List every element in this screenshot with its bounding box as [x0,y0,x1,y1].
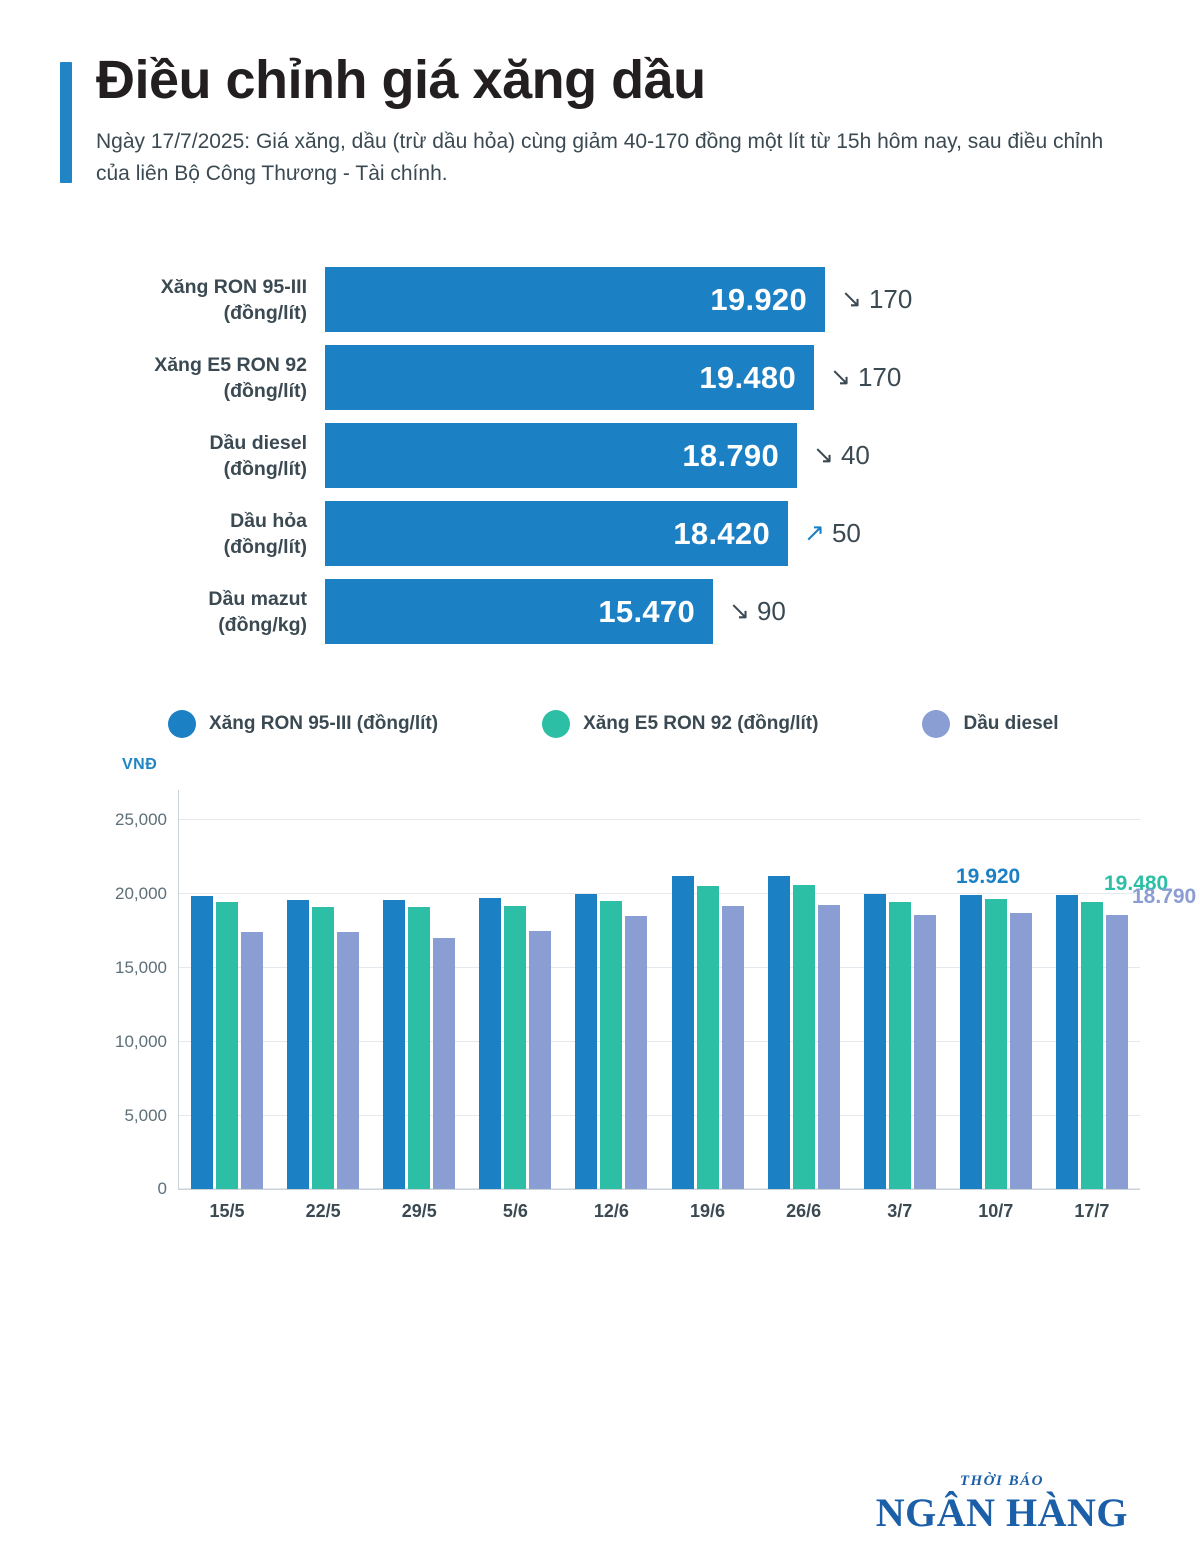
chart-bar [191,896,213,1189]
delta-value: 90 [756,596,786,627]
legend-dot-icon [542,710,570,738]
chart-bar [1106,915,1128,1190]
chart-bar [672,876,694,1189]
bar-group [1044,790,1140,1222]
logo-top-text: THỜI BÁO [959,1473,1044,1489]
chart-bar [383,900,405,1189]
legend-item-diesel [922,710,1058,738]
price-bar-label [60,267,325,332]
legend-label: Xăng RON 95-III (đồng/lít) [209,713,439,735]
price-bar [325,501,788,566]
delta-value: 50 [831,518,861,549]
bar-group [179,790,275,1222]
chart-bar [504,906,526,1190]
bar-group [371,790,467,1222]
price-delta [841,284,912,315]
y-axis-tick-label: 25,000 [115,810,167,830]
price-bar-name: Dầu diesel [209,431,307,454]
price-bar-name: Dầu hỏa [230,509,307,532]
page-title: Điều chỉnh giá xăng dầu [96,50,706,110]
legend-dot-icon [168,710,196,738]
chart-bar [287,900,309,1190]
price-bar [325,423,797,488]
bar-group [852,790,948,1222]
chart-bar [625,916,647,1190]
chart-bar [575,894,597,1189]
grouped-bar-chart [0,756,1200,1270]
x-axis-tick-label: 29/5 [401,1201,437,1222]
price-delta [804,518,861,549]
chart-bar [722,906,744,1190]
x-axis-tick-label: 15/5 [209,1201,245,1222]
price-value: 19.920 [710,281,807,317]
arrow-down-icon: ↘ [729,597,750,626]
x-axis-tick-label: 5/6 [502,1201,528,1222]
chart-bar [864,894,886,1190]
y-axis-tick-label: 15,000 [115,957,167,977]
price-bar-label [60,579,325,644]
price-bar-wrap [325,267,912,332]
page-subtitle: Ngày 17/7/2025: Giá xăng, dầu (trừ dầu hỏa) cùng giảm 40-170 đồng một lít từ 15h hôm nay, sau điều chỉnh của liên Bộ Công Thương - Tài chính. [96,130,1104,185]
legend-item-e5 [542,710,818,738]
price-delta [830,362,901,393]
price-bar-label [60,501,325,566]
chart-legend [0,710,1200,738]
bar-group [275,790,371,1222]
price-bar [325,267,825,332]
data-label: 18.790 [1132,884,1197,908]
chart-bar [818,905,840,1189]
chart-bar [479,898,501,1189]
price-bar-wrap [325,345,901,410]
price-bar-unit: (đồng/lít) [223,379,307,402]
chart-bar [337,932,359,1189]
delta-value: 40 [840,440,870,471]
x-axis-tick-label: 17/7 [1074,1201,1110,1222]
chart-bar [1056,895,1078,1189]
price-bar-label [60,423,325,488]
plot-area [115,790,1197,1222]
price-bar-unit: (đồng/lít) [223,535,307,558]
chart-bar [600,901,622,1190]
price-bar-unit: (đồng/kg) [218,613,307,636]
publisher-logo [876,1474,1128,1533]
chart-bar [216,902,238,1189]
x-axis-tick-label: 3/7 [887,1201,913,1222]
price-bar-row [60,579,1200,644]
price-bar-wrap [325,579,786,644]
data-label: 19.920 [956,865,1021,889]
delta-value: 170 [857,362,902,393]
bar-group [563,790,659,1222]
price-bar-wrap [325,501,861,566]
chart-bar [241,932,263,1189]
price-bar-unit: (đồng/lít) [223,301,307,324]
header [0,0,1200,189]
logo-main-text: NGÂN HÀNG [875,1490,1128,1535]
arrow-down-icon: ↘ [841,285,862,314]
arrow-up-icon: ↗ [804,519,825,548]
chart-bar [1010,913,1032,1189]
arrow-down-icon: ↘ [830,363,851,392]
price-bar [325,579,713,644]
price-value: 19.480 [699,359,796,395]
bar-group [948,790,1044,1222]
arrow-down-icon: ↘ [813,441,834,470]
chart-bar [768,876,790,1189]
price-bar-list [0,267,1200,644]
y-axis-tick-label: 5,000 [124,1105,167,1125]
y-axis-unit: VNĐ [122,756,158,774]
price-bar-row [60,267,1200,332]
chart-bar [433,938,455,1190]
data-label: 19.480 [1104,871,1169,895]
price-delta [729,596,786,627]
price-bar-label [60,345,325,410]
accent-bar [60,62,72,183]
x-axis-tick-label: 19/6 [689,1201,726,1222]
y-axis-tick-label: 20,000 [115,883,167,903]
x-axis-tick-label: 10/7 [978,1201,1014,1222]
bar-group [756,790,852,1222]
y-axis-tick-label: 0 [157,1179,167,1199]
legend-label: Dầu diesel [963,713,1059,735]
chart-bar [960,895,982,1189]
price-bar-name: Dầu mazut [208,587,307,610]
bar-groups [179,790,1140,1222]
legend-dot-icon [922,710,950,738]
chart-bar [793,885,815,1190]
price-value: 18.420 [673,515,770,551]
chart-bar [889,902,911,1190]
x-axis-tick-label: 26/6 [786,1201,822,1222]
legend-label: Xăng E5 RON 92 (đồng/lít) [583,713,819,735]
chart-bar [914,915,936,1189]
price-value: 15.470 [598,593,695,629]
chart-bar [529,931,551,1189]
header-text [96,50,1140,189]
x-axis-tick-label: 12/6 [593,1201,629,1222]
bar-group [659,790,755,1222]
chart-bar [312,907,334,1190]
chart-bar [985,899,1007,1189]
price-bar-row [60,423,1200,488]
price-bar-row [60,501,1200,566]
price-bar-name: Xăng RON 95-III [160,275,307,298]
legend-item-ron95 [168,710,438,738]
chart-bar [408,907,430,1190]
price-bar-unit: (đồng/lít) [223,457,307,480]
price-bar-row [60,345,1200,410]
delta-value: 170 [868,284,913,315]
chart-bar [1081,902,1103,1190]
price-value: 18.790 [682,437,779,473]
price-bar-wrap [325,423,870,488]
x-axis-tick-label: 22/5 [305,1201,341,1222]
price-bar-name: Xăng E5 RON 92 [154,353,307,376]
price-delta [813,440,870,471]
chart-bar [697,886,719,1189]
y-axis-tick-label: 10,000 [115,1031,167,1051]
price-bar [325,345,814,410]
bar-group [467,790,563,1222]
